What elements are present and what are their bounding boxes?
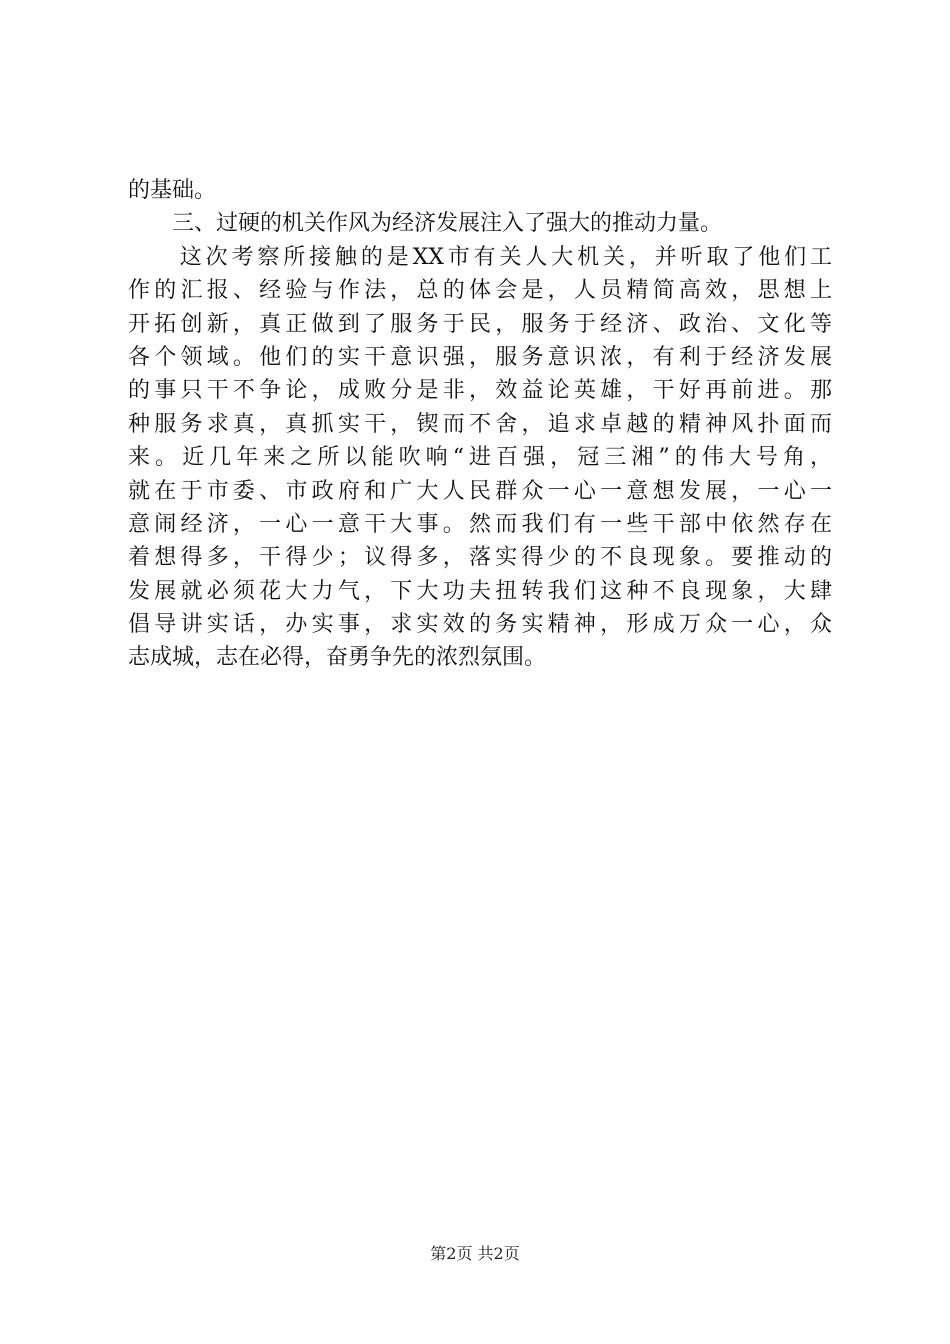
text-line: 开拓创新，真正做到了服务于民，服务于经济、政治、文化等 [128, 311, 832, 337]
page-number-footer: 第2页 共2页 [430, 1244, 520, 1263]
text-line: 种服务求真，真抓实干，锲而不舍，追求卓越的精神风扑面而 [128, 411, 832, 437]
text-line: 来。近几年来之所以能吹响“进百强，冠三湘”的伟大号角， [128, 445, 832, 471]
body-text [128, 174, 832, 675]
text-line: 的事只干不争论，成败分是非，效益论英雄，干好再前进。那 [128, 378, 832, 404]
text-line: 着想得多，干得少；议得多，落实得少的不良现象。要推动的 [128, 545, 832, 571]
text-line: 志成城，志在必得，奋勇争先的浓烈氛围。 [128, 645, 547, 671]
section-heading: 三、过硬的机关作风为经济发展注入了强大的推动力量。 [128, 211, 723, 237]
text-line: 倡导讲实话，办实事，求实效的务实精神，形成万众一心，众 [128, 612, 832, 638]
text-line: 的基础。 [128, 178, 217, 203]
text-line: 意闹经济，一心一意干大事。然而我们有一些干部中依然存在 [128, 511, 832, 537]
text-line: 这次考察所接触的是XX市有关人大机关，并听取了他们工 [128, 244, 832, 270]
text-line: 各个领域。他们的实干意识强，服务意识浓，有利于经济发展 [128, 344, 832, 370]
text-line: 就在于市委、市政府和广大人民群众一心一意想发展，一心一 [128, 478, 832, 504]
text-line: 作的汇报、经验与作法，总的体会是，人员精简高效，思想上 [128, 278, 832, 304]
text-line: 发展就必须花大力气，下大功夫扭转我们这种不良现象，大肆 [128, 578, 832, 604]
